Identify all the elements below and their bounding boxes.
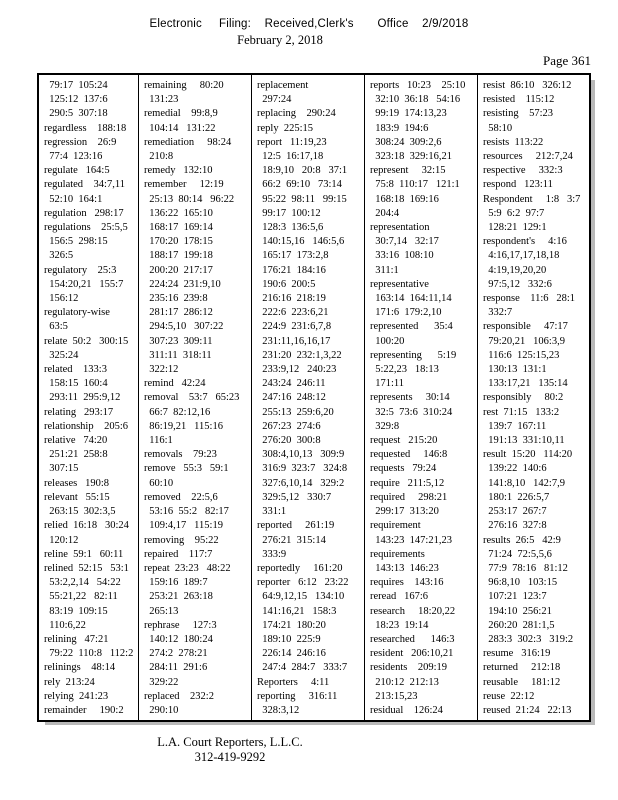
index-line: respondent's 4:16 <box>483 236 567 248</box>
index-line: remainder 190:2 <box>44 704 124 716</box>
index-line: 247:4 284:7 333:7 <box>257 662 348 674</box>
index-line: relating 293:17 <box>44 406 114 418</box>
index-line: 116:6 125:15,23 <box>483 349 560 361</box>
index-line: 128:21 129:1 <box>483 222 547 234</box>
index-line: requires 143:16 <box>370 577 444 589</box>
index-line: 158:15 160:4 <box>44 378 108 390</box>
index-line: 120:12 <box>44 534 79 546</box>
index-line: 66:2 69:10 73:14 <box>257 179 342 191</box>
index-line: 4:16,17,17,18,18 <box>483 250 560 262</box>
index-line: 139:7 167:11 <box>483 420 547 432</box>
index-line: 294:5,10 307:22 <box>144 321 224 333</box>
index-line: results 26:5 42:9 <box>483 534 561 546</box>
index-line: removal 53:7 65:23 <box>144 392 240 404</box>
index-line: 77:9 78:16 81:12 <box>483 562 568 574</box>
index-line: returned 212:18 <box>483 662 561 674</box>
index-line: relinings 48:14 <box>44 662 116 674</box>
index-line: 125:12 137:6 <box>44 94 108 106</box>
index-line: 107:21 123:7 <box>483 591 547 603</box>
index-line: 143:23 147:21,23 <box>370 534 452 546</box>
index-line: 323:18 329:16,21 <box>370 151 452 163</box>
index-line: 284:11 291:6 <box>144 662 208 674</box>
index-line: 191:13 331:10,11 <box>483 435 565 447</box>
index-line: 12:5 16:17,18 <box>257 151 324 163</box>
index-line: relied 16:18 30:24 <box>44 520 129 532</box>
index-line: 210:8 <box>144 151 174 163</box>
index-line: result 15:20 114:20 <box>483 449 573 461</box>
index-line: 53:2,2,14 54:22 <box>44 577 121 589</box>
index-line: 18:9,10 20:8 37:1 <box>257 165 348 177</box>
index-line: 247:16 248:12 <box>257 392 326 404</box>
index-line: residual 126:24 <box>370 704 443 716</box>
index-line: 210:12 212:13 <box>370 676 439 688</box>
index-line: remind 42:24 <box>144 378 206 390</box>
index-line: 188:17 199:18 <box>144 250 213 262</box>
index-line: request 215:20 <box>370 435 438 447</box>
index-line: 226:14 246:16 <box>257 648 326 660</box>
index-line: releases 190:8 <box>44 477 110 489</box>
index-line: 308:4,10,13 309:9 <box>257 449 345 461</box>
index-line: 224:9 231:6,7,8 <box>257 321 332 333</box>
index-line: reused 21:24 22:13 <box>483 704 572 716</box>
index-line: 183:9 194:6 <box>370 122 429 134</box>
page-number: Page 361 <box>542 53 591 68</box>
index-line: relevant 55:15 <box>44 491 110 503</box>
index-line: 276:20 300:8 <box>257 435 321 447</box>
index-line: responsible 47:17 <box>483 321 568 333</box>
index-line: 52:10 164:1 <box>44 193 103 205</box>
index-line: 32:5 73:6 310:24 <box>370 406 453 418</box>
index-line: regression 26:9 <box>44 136 117 148</box>
index-line: 168:17 169:14 <box>144 222 213 234</box>
index-line: 53:16 55:2 82:17 <box>144 506 229 518</box>
index-column <box>251 75 364 720</box>
index-line: 253:17 267:7 <box>483 506 547 518</box>
index-line: 307:15 <box>44 463 79 475</box>
index-line: resisted 115:12 <box>483 94 555 106</box>
index-line: resists 113:22 <box>483 136 544 148</box>
index-line: requirements <box>370 548 425 560</box>
index-line: 189:10 225:9 <box>257 633 321 645</box>
index-line: 63:5 <box>44 321 68 333</box>
index-line: response 11:6 28:1 <box>483 293 576 305</box>
footer <box>0 735 460 765</box>
index-line: respond 123:11 <box>483 179 553 191</box>
index-line: relate 50:2 300:15 <box>44 335 129 347</box>
index-line: regulatory 25:3 <box>44 264 117 276</box>
index-line: 308:24 309:2,6 <box>370 136 442 148</box>
index-line: repaired 117:7 <box>144 548 213 560</box>
index-line: 331:1 <box>257 506 287 518</box>
index-line: reline 59:1 60:11 <box>44 548 124 560</box>
index-line: regulation 298:17 <box>44 207 124 219</box>
index-line: remove 55:3 59:1 <box>144 463 229 475</box>
index-column <box>39 75 138 720</box>
index-line: Reporters 4:11 <box>257 676 330 688</box>
index-line: 213:15,23 <box>370 690 418 702</box>
index-line: 100:20 <box>370 335 405 347</box>
index-line: 79:17 105:24 <box>44 80 108 91</box>
index-line: 253:21 263:18 <box>144 591 213 603</box>
index-line: responsibly 80:2 <box>483 392 564 404</box>
index-line: 18:23 19:14 <box>370 619 429 631</box>
index-line: 64:9,12,15 134:10 <box>257 591 345 603</box>
index-line: represented 35:4 <box>370 321 453 333</box>
index-line: 263:15 302:3,5 <box>44 506 116 518</box>
index-line: 307:23 309:11 <box>144 335 213 347</box>
index-line: regardless 188:18 <box>44 122 127 134</box>
index-line: 95:22 98:11 99:15 <box>257 193 347 205</box>
index-line: 222:6 223:6,21 <box>257 307 329 319</box>
index-column <box>477 75 589 720</box>
index-line: 159:16 189:7 <box>144 577 208 589</box>
index-line: 165:17 173:2,8 <box>257 250 329 262</box>
index-line: represent 32:15 <box>370 165 446 177</box>
index-line: 293:11 295:9,12 <box>44 392 121 404</box>
index-line: 66:7 82:12,16 <box>144 406 211 418</box>
index-line: 128:3 136:5,6 <box>257 222 324 234</box>
index-line: 204:4 <box>370 207 400 219</box>
index-line: 140:12 180:24 <box>144 633 213 645</box>
index-line: 131:23 <box>144 94 179 106</box>
index-line: 231:11,16,16,17 <box>257 335 331 347</box>
index-line: 251:21 258:8 <box>44 449 108 461</box>
index-line: 33:16 108:10 <box>370 250 434 262</box>
index-line: reporting 316:11 <box>257 690 338 702</box>
index-line: regulations 25:5,5 <box>44 222 128 234</box>
index-line: 283:3 302:3 319:2 <box>483 633 574 645</box>
index-line: reread 167:6 <box>370 591 429 603</box>
index-line: 276:16 327:8 <box>483 520 547 532</box>
index-line: reportedly 161:20 <box>257 562 343 574</box>
index-line: remedial 99:8,9 <box>144 108 218 120</box>
index-line: 299:17 313:20 <box>370 506 439 518</box>
index-column <box>138 75 251 720</box>
index-line: 297:24 <box>257 94 292 106</box>
index-line: 329:8 <box>370 420 400 432</box>
index-line: resident 206:10,21 <box>370 648 454 660</box>
index-line: required 298:21 <box>370 491 448 503</box>
index-line: requests 79:24 <box>370 463 437 475</box>
index-line: 156:12 <box>44 293 79 305</box>
index-line: 235:16 239:8 <box>144 293 208 305</box>
index-line: resume 316:19 <box>483 648 551 660</box>
electronic-filing-header: Electronic Filing: Received,Clerk's Office 2/9/2018 <box>149 18 469 30</box>
index-line: 231:20 232:1,3,22 <box>257 349 342 361</box>
index-line: report 11:19,23 <box>257 136 327 148</box>
index-line: 290:10 <box>144 704 179 716</box>
index-line: 265:13 <box>144 605 179 617</box>
index-line: 77:4 123:16 <box>44 151 103 163</box>
index-line: 32:10 36:18 54:16 <box>370 94 461 106</box>
index-line: requirement <box>370 520 421 532</box>
index-line: 332:7 <box>483 307 513 319</box>
index-line: 311:1 <box>370 264 399 276</box>
index-line: researched 146:3 <box>370 633 455 645</box>
index-line: reports 10:23 25:10 <box>370 80 466 91</box>
index-line: 116:1 <box>144 435 173 447</box>
index-line: 58:10 <box>483 122 513 134</box>
index-line: 133:17,21 135:14 <box>483 378 568 390</box>
index-line: 243:24 246:11 <box>257 378 326 390</box>
index-line: relative 74:20 <box>44 435 108 447</box>
index-line: rely 213:24 <box>44 676 95 688</box>
index-line: 311:11 318:11 <box>144 349 212 361</box>
index-line: 99:19 174:13,23 <box>370 108 447 120</box>
index-line: 79:22 110:8 112:2 <box>44 648 134 660</box>
index-line: 156:5 298:15 <box>44 236 108 248</box>
index-line: 328:3,12 <box>257 704 300 716</box>
index-line: regulatory-wise <box>44 307 110 319</box>
index-line: 290:5 307:18 <box>44 108 108 120</box>
index-line: replacing 290:24 <box>257 108 336 120</box>
index-line: 4:19,19,20,20 <box>483 264 547 276</box>
index-line: 194:10 256:21 <box>483 605 552 617</box>
index-line: regulate 164:5 <box>44 165 110 177</box>
index-line: 170:20 178:15 <box>144 236 213 248</box>
index-line: 136:22 165:10 <box>144 207 213 219</box>
index-line: 168:18 169:16 <box>370 193 439 205</box>
index-line: 30:7,14 32:17 <box>370 236 439 248</box>
index-line: 316:9 323:7 324:8 <box>257 463 348 475</box>
index-line: 79:20,21 106:3,9 <box>483 335 565 347</box>
index-line: relined 52:15 53:1 <box>44 562 129 574</box>
index-line: Respondent 1:8 3:7 <box>483 193 581 205</box>
index-line: relining 47:21 <box>44 633 109 645</box>
index-line: 176:21 184:16 <box>257 264 326 276</box>
index-line: representative <box>370 278 429 290</box>
index-line: 130:13 131:1 <box>483 364 547 376</box>
index-line: require 211:5,12 <box>370 477 445 489</box>
index-line: 83:19 109:15 <box>44 605 108 617</box>
index-line: regulated 34:7,11 <box>44 179 125 191</box>
index-line: removing 95:22 <box>144 534 219 546</box>
index-line: 104:14 131:22 <box>144 122 216 134</box>
index-line: 322:12 <box>144 364 179 376</box>
index-line: resources 212:7,24 <box>483 151 573 163</box>
index-line: respective 332:3 <box>483 165 563 177</box>
index-line: resisting 57:23 <box>483 108 553 120</box>
index-line: 274:2 278:21 <box>144 648 208 660</box>
index-line: 174:21 180:20 <box>257 619 326 631</box>
index-line: 71:24 72:5,5,6 <box>483 548 552 560</box>
index-line: 190:6 200:5 <box>257 278 316 290</box>
index-line: remaining 80:20 <box>144 80 224 91</box>
index-line: removed 22:5,6 <box>144 491 218 503</box>
index-line: 86:19,21 115:16 <box>144 420 223 432</box>
index-line: 5:9 6:2 97:7 <box>483 207 545 219</box>
index-line: reply 225:15 <box>257 122 313 134</box>
index-line: remember 12:19 <box>144 179 224 191</box>
index-line: replaced 232:2 <box>144 690 214 702</box>
index-line: represents 30:14 <box>370 392 450 404</box>
index-line: 109:4,17 115:19 <box>144 520 223 532</box>
index-line: 163:14 164:11,14 <box>370 293 452 305</box>
index-line: 99:17 100:12 <box>257 207 321 219</box>
index-line: remediation 98:24 <box>144 136 232 148</box>
index-line: 327:6,10,14 329:2 <box>257 477 345 489</box>
index-line: representing 5:19 <box>370 349 457 361</box>
index-line: resist 86:10 326:12 <box>483 80 572 91</box>
index-line: reporter 6:12 23:22 <box>257 577 349 589</box>
index-line: 329:5,12 330:7 <box>257 491 332 503</box>
word-index-table <box>37 73 591 722</box>
index-line: remedy 132:10 <box>144 165 213 177</box>
index-line: 97:5,12 332:6 <box>483 278 552 290</box>
index-line: 110:6,22 <box>44 619 86 631</box>
index-line: 281:17 286:12 <box>144 307 213 319</box>
index-line: replacement <box>257 80 309 91</box>
index-line: 75:8 110:17 121:1 <box>370 179 460 191</box>
index-line: 25:13 80:14 96:22 <box>144 193 235 205</box>
transcript-date: February 2, 2018 <box>237 33 323 47</box>
index-line: 333:9 <box>257 548 287 560</box>
index-line: 96:8,10 103:15 <box>483 577 558 589</box>
index-line: 141:8,10 142:7,9 <box>483 477 565 489</box>
index-line: requested 146:8 <box>370 449 448 461</box>
index-line: reported 261:19 <box>257 520 335 532</box>
index-line: representation <box>370 222 430 234</box>
index-line: 224:24 231:9,10 <box>144 278 221 290</box>
index-line: 260:20 281:1,5 <box>483 619 555 631</box>
index-line: 180:1 226:5,7 <box>483 491 550 503</box>
index-line: 143:13 146:23 <box>370 562 439 574</box>
index-line: 154:20,21 155:7 <box>44 278 124 290</box>
index-line: 5:22,23 18:13 <box>370 364 439 376</box>
index-line: 325:24 <box>44 349 79 361</box>
index-line: 171:11 <box>370 378 405 390</box>
phone-number: 312-419-9292 <box>194 750 266 764</box>
index-line: relationship 205:6 <box>44 420 128 432</box>
index-line: research 18:20,22 <box>370 605 456 617</box>
index-line: 255:13 259:6,20 <box>257 406 334 418</box>
index-line: 326:5 <box>44 250 74 262</box>
index-line: 60:10 <box>144 477 174 489</box>
index-line: reusable 181:12 <box>483 676 561 688</box>
index-line: 141:16,21 158:3 <box>257 605 337 617</box>
index-line: relying 241:23 <box>44 690 109 702</box>
index-line: 267:23 274:6 <box>257 420 321 432</box>
index-line: 233:9,12 240:23 <box>257 364 337 376</box>
index-line: 139:22 140:6 <box>483 463 547 475</box>
index-line: rephrase 127:3 <box>144 619 217 631</box>
index-line: removals 79:23 <box>144 449 217 461</box>
index-line: 140:15,16 146:5,6 <box>257 236 345 248</box>
index-line: related 133:3 <box>44 364 107 376</box>
index-line: 200:20 217:17 <box>144 264 213 276</box>
index-line: 329:22 <box>144 676 179 688</box>
index-line: 216:16 218:19 <box>257 293 326 305</box>
index-line: repeat 23:23 48:22 <box>144 562 231 574</box>
index-line: 55:21,22 82:11 <box>44 591 118 603</box>
index-column <box>364 75 477 720</box>
index-line: residents 209:19 <box>370 662 447 674</box>
index-line: 171:6 179:2,10 <box>370 307 442 319</box>
index-line: 276:21 315:14 <box>257 534 326 546</box>
index-line: reuse 22:12 <box>483 690 535 702</box>
company-name: L.A. Court Reporters, L.L.C. <box>157 735 303 749</box>
index-line: rest 71:15 133:2 <box>483 406 560 418</box>
